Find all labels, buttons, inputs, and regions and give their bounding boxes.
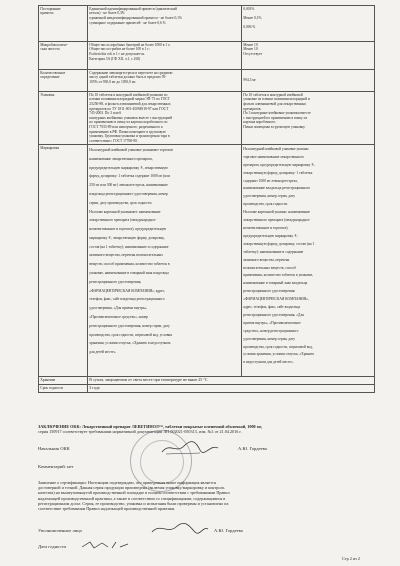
page-number: Стр 2 из 2 xyxy=(342,556,360,561)
row-text-storage: В сухом, защищенном от света месте при температуре не выше 25 °С xyxy=(88,377,375,385)
table-row xyxy=(39,42,375,70)
table-row xyxy=(39,145,375,377)
table-row xyxy=(39,92,375,145)
row-text-shelf: 3 года xyxy=(88,385,375,393)
table-row xyxy=(39,6,375,42)
table-row xyxy=(39,70,375,92)
row-spec-pack: По 10 таблеток в контурной ячейковой упаковке из пленки поливинилхлоридной марки ЭП-73 по ГОСТ 25250-88, и фольги алюминиевой для лекарственных препаратов по ТУ 1811-001-45094918-97 или ГОСТ 745-2003. По 3 или 6 контурных ячейковых упаковок вместе с инструкцией по применению в пачку из картона коробочного по ГОСТ 7933-89 или импортного, разрешенного к применению в РФ. Пачки помещают в групповую упаковку. Групповая упаковка и транспортная тара в соответствии с ГОСТ 17768-90. xyxy=(88,92,242,145)
valid-date-label: Дата годности xyxy=(38,544,66,549)
row-result-micro: Менее 10 Менее 10 Отсутствует xyxy=(242,42,375,70)
table-row xyxy=(39,377,375,385)
authorized-label: Уполномоченное лицо xyxy=(38,528,82,533)
spec-table xyxy=(38,5,375,393)
row-label-foreign: Посторонние примеси xyxy=(39,6,88,42)
row-result-pack: По 10 таблеток в контурной ячейковой упаковке из пленки поливинилхлоридной и фольги алюминиевой для лекарственных препаратов. По 3 контурные ячейковые упаковки вместе с инструкцией по применению в пачку из картона коробочного. Пачки помещены в групповую упаковку. xyxy=(242,92,375,145)
conclusion: ЗАКЛЮЧЕНИЕ ОКК: Лекарственный препарат ЛЕВЕТИНОЛ™, таблетки покрытые пленочной оболочкой, 1000 мг, серия 150917 соответствует требованиям нормативной документации ЛП 002021-050313, изм. №1 от 21.04.2016 г. xyxy=(38,424,263,435)
authorized-name: А.Ю. Гордеева xyxy=(214,528,243,533)
head-okk-label: Начальник ОКК xyxy=(38,446,70,451)
signature-authorized xyxy=(150,522,210,536)
row-label-storage: Хранение xyxy=(39,377,88,385)
row-result-quant: 994,3 мг xyxy=(242,70,375,92)
row-spec-foreign: Единичной идентифицированной примеси (циклический кеталь) - не более 0,3% единичной неидентифицированной примеси - не более 0,1% суммарное содержание примесей - не более 0,6 % xyxy=(88,6,242,42)
row-label-micro: Микробиологиче- ская чистота xyxy=(39,42,88,70)
row-label-mark: Маркировка xyxy=(39,145,88,377)
declaration: Заявление о сертификации: Настоящим подтверждаю, что приведенная выше информация является достоверной и точной. Данная серия продукции произведена (включая упаковку/маркировку и контроль качества) на вышеупомянутой производственной площадке в полном соответствии с требованиями Правил надлежащей производственной практики, а также в соответствии со спецификациями, содержащимися в регистрационном досье. Серия, ее производство, упаковка и испытания были проверены и установлено их соответствие требованиям Правил надлежащей производственной практики. xyxy=(38,480,230,512)
row-spec-quant: Содержание левоноргестрела в пересчете на среднюю массу одной таблетки должно быть в пределах 95- 105% от 950,0 мг до 1050,0 мг. xyxy=(88,70,242,92)
row-label-quant: Количественное определение xyxy=(39,70,88,92)
row-result-mark: На контурной ячейковой упаковке указано: торговое наименование лекарственного препарата, предупредительную маркировку ®, лекарственную форму, дозировку: 1 таблетка содержит 1000 мг левоноргестрела, наименование владельца регистрационного удостоверения, номер серии, дату производства, срок годности. На пачке картонной указано: наименование лекарственного препарата (международное непатентованное и торговое), предупредительную маркировку ®, лекарственную форму, дозировку, состав (на 1 таблетку): наименование и содержание активного вещества, перечень вспомогательных веществ, способ применения, количество таблеток в упаковке, наименование и товарный знак владельца регистрационного удостоверения: «ФАРМАЦЕВТИЧЕСКАЯ КОМПАНИЯ», адрес, телефон, факс, сайт владельца регистрационного удостоверения, «Для приема внутрь», «Противозачаточное средство», номер регистрационного удостоверения, номер серии, дату производства, срок годности, штриховой код, условия хранения, условия отпуска, «Хранить в недоступном для детей месте». xyxy=(242,145,375,377)
row-label-shelf: Срок годности xyxy=(39,385,88,393)
comment: Комментарий: нет xyxy=(38,464,74,469)
table-row xyxy=(39,385,375,393)
row-result-foreign: 0,001% Менее 0,1% 0,006 % xyxy=(242,6,375,42)
row-spec-mark: На контурной ячейковой упаковке указывают торговое наименование лекарственного препарата, предупредительную маркировку ®, лекарственную форму, дозировку: 1 таблетка содержит 1000 мг (или 250 мг или 300 мг) левонолгестрела, наименование владельца регистрационного удостоверения, номер серии, дату производства, срок годности. На пачке картонной указывают: наименование лекарственного препарата (международное непатентованное и торговое), предупредительную маркировку ®, лекарственную форму, дозировку, состав (на 1 таблетку); наименование и содержание активного вещества, перечень вспомогательных веществ, способ применения, количество таблеток в упаковке, наименование и товарный знак владельца регистрационного удостоверения, «ФАРМАЦЕВТИЧЕСКАЯ КОМПАНИЯ», адрес, телефон, факс, сайт владельца регистрационного удостоверения, «Для приема внутрь», «Противозачаточное средство», номер регистрационного удостоверения, номер серии, дату производства, срок годности, штриховой код, условия хранения, условия отпуска, «Хранить в недоступном для детей месте». xyxy=(88,145,242,377)
date-handwriting xyxy=(80,539,130,551)
head-okk-name: А.Ю. Гордеева xyxy=(238,446,267,451)
row-spec-micro: Общее число аэробных бактерий не более 1000 в 1 г; Общее число грибов не более 100 в 1 г; Escherichia coli в 1 г не допускается. Категория 3А (ГФ XII, ч.1, с.160) xyxy=(88,42,242,70)
row-label-pack: Упаковка xyxy=(39,92,88,145)
